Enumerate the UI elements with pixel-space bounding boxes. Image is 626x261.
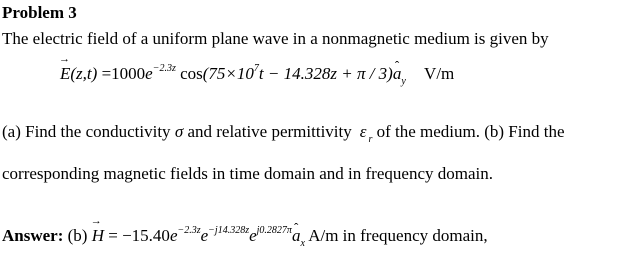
question-part-a: [2, 123, 565, 145]
part-a-text: (a) Find the conductivity: [2, 122, 171, 141]
answer-exp3-power: j0.2827π: [256, 225, 292, 236]
problem-title: Problem 3: [2, 3, 77, 22]
sigma-symbol: σ: [174, 122, 184, 141]
problem-intro: The electric field of a uniform plane wave in a nonmagnetic medium is given by: [2, 29, 549, 48]
exp-base: e: [145, 64, 153, 83]
amplitude: 1000: [111, 64, 146, 83]
answer-exp1-power: −2.3z: [177, 225, 201, 236]
exp-power: −2.3z: [152, 63, 176, 74]
answer-part: (b): [67, 226, 88, 245]
cos-function: cos: [175, 64, 203, 83]
e-field-symbol: → E: [60, 65, 70, 82]
cos-arguments-rest: t − 14.328z + π / 3): [258, 64, 393, 83]
answer-unit-vector: ˆ a: [292, 227, 301, 244]
answer-exp2-power: −j14.328z: [208, 225, 250, 236]
answer-exp1-base: e: [169, 226, 178, 245]
field-unit: V/m: [424, 64, 455, 83]
part-a-end: of the medium. (b) Find the: [376, 122, 565, 141]
question-part-b: corresponding magnetic fields in time domain and in frequency domain.: [2, 164, 493, 183]
answer-exp2-base: e: [200, 226, 209, 245]
epsilon-symbol: ε: [359, 122, 367, 141]
epsilon-subscript: r: [368, 134, 373, 145]
e-field-args: (z,t): [70, 64, 98, 83]
answer-line: [2, 226, 488, 249]
cos-arguments: (75×10: [202, 64, 254, 83]
unit-vector: ˆ a: [393, 65, 402, 82]
part-a-mid: and relative permittivity: [187, 122, 352, 141]
answer-equals: = −15.40: [108, 226, 170, 245]
equals-sign: =: [101, 64, 112, 83]
answer-unit-vector-subscript: x: [300, 238, 305, 249]
unit-vector-subscript: y: [401, 76, 406, 87]
cos-power: 7: [253, 63, 259, 74]
electric-field-equation: [60, 64, 454, 87]
answer-tail: A/m in frequency domain,: [308, 226, 488, 245]
h-field-symbol: → H: [92, 227, 104, 244]
answer-label: Answer:: [2, 226, 64, 245]
answer-exp3-base: e: [249, 226, 257, 245]
